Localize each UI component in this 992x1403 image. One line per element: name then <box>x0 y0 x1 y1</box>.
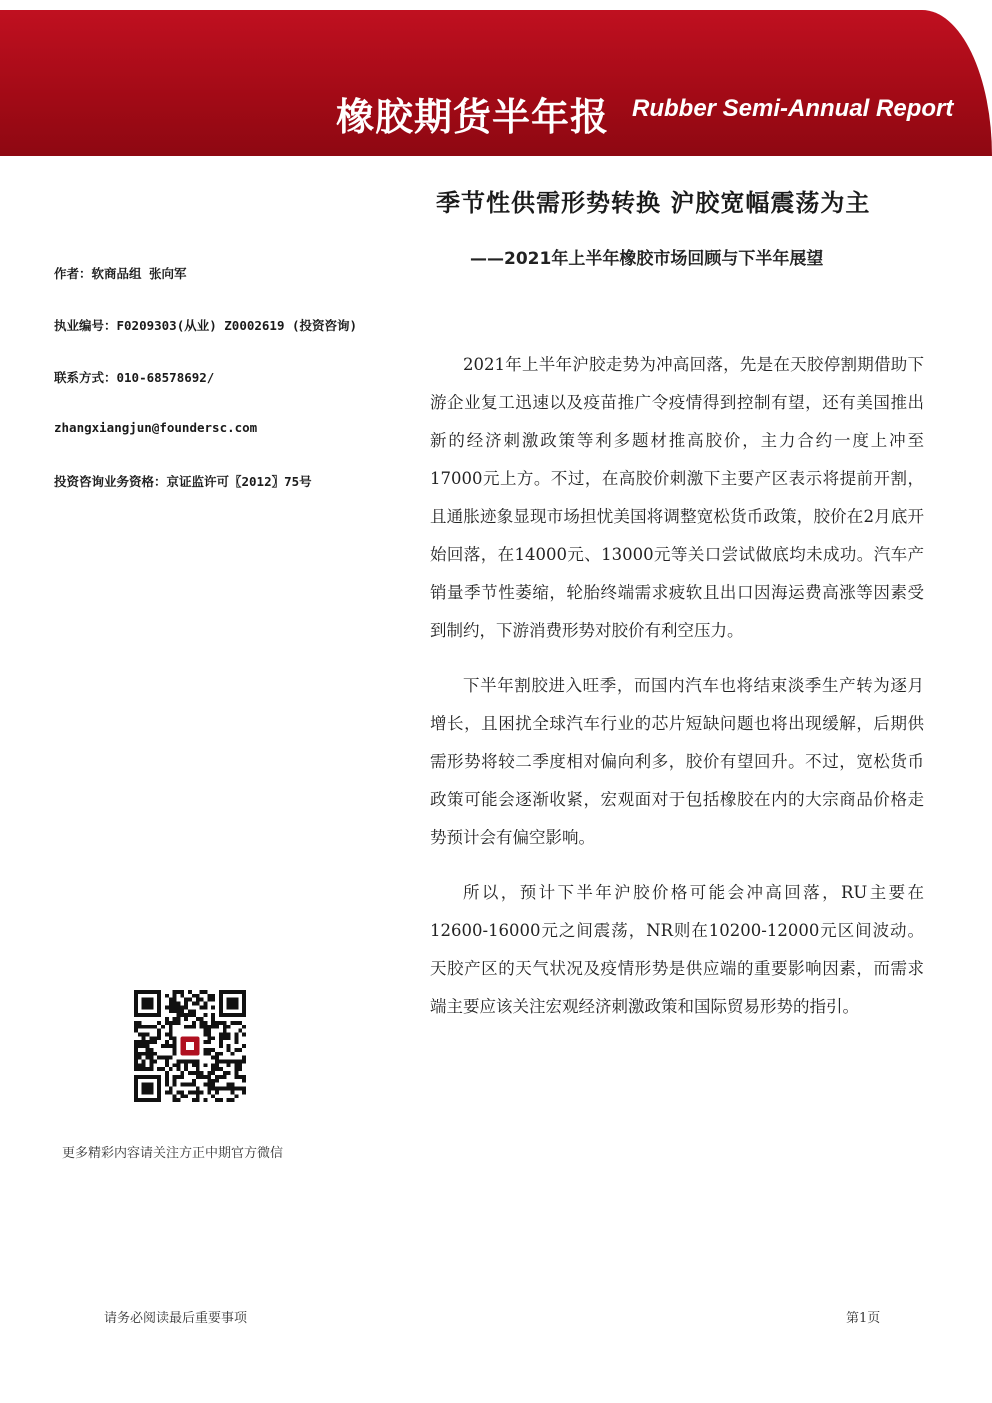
summary-paragraph-3: 所以，预计下半年沪胶价格可能会冲高回落，RU主要在12600-16000元之间震荡，NR则在10200-12000元区间波动。天胶产区的天气状况及疫情形势是供应端的重要影响因素，而需求端主要应该关注宏观经济刺激政策和国际贸易形势的指引。 <box>430 883 924 1016</box>
author-contact: 联系方式：010-68578692/ <box>54 370 215 385</box>
footer-notice: 请务必阅读最后重要事项 <box>104 1311 248 1326</box>
report-title: 季节性供需形势转换 沪胶宽幅震荡为主 <box>436 189 871 217</box>
qr-code-icon[interactable] <box>134 990 246 1102</box>
report-subtitle: ——2021年上半年橡胶市场回顾与下半年展望 <box>470 249 824 269</box>
author-qualification: 投资咨询业务资格：京证监许可〖2012〗75号 <box>54 474 312 489</box>
report-summary <box>430 346 924 1043</box>
author-license: 执业编号：F0209303(从业) Z0002619 (投资咨询) <box>54 318 358 333</box>
header-title-cn: 橡胶期货半年报 <box>336 95 610 139</box>
author-name: 作者：软商品组 张向军 <box>54 266 187 281</box>
author-info <box>54 264 414 524</box>
page-number: 第1页 <box>846 1311 881 1326</box>
qr-caption: 更多精彩内容请关注方正中期官方微信 <box>62 1146 284 1161</box>
author-email[interactable]: zhangxiangjun@foundersc.com <box>54 420 258 435</box>
header-title-en: Rubber Semi-Annual Report <box>632 95 954 122</box>
summary-paragraph-1: 2021年上半年沪胶走势为冲高回落，先是在天胶停割期借助下游企业复工迅速以及疫苗推广令疫情得到控制有望，还有美国推出新的经济刺激政策等利多题材推高胶价，主力合约一度上冲至17000元上方。不过，在高胶价刺激下主要产区表示将提前开割，且通胀迹象显现市场担忧美国将调整宽松货币政策，胶价在2月底开始回落，在14000元、13000元等关口尝试做底均未成功。汽车产销量季节性萎缩，轮胎终端需求疲软且出口因海运费高涨等因素受到制约，下游消费形势对胶价有利空压力。 <box>430 355 924 640</box>
summary-paragraph-2: 下半年割胶进入旺季，而国内汽车也将结束淡季生产转为逐月增长，且困扰全球汽车行业的芯片短缺问题也将出现缓解，后期供需形势将较二季度相对偏向利多，胶价有望回升。不过，宽松货币政策可能会逐渐收紧，宏观面对于包括橡胶在内的大宗商品价格走势预计会有偏空影响。 <box>430 676 924 847</box>
